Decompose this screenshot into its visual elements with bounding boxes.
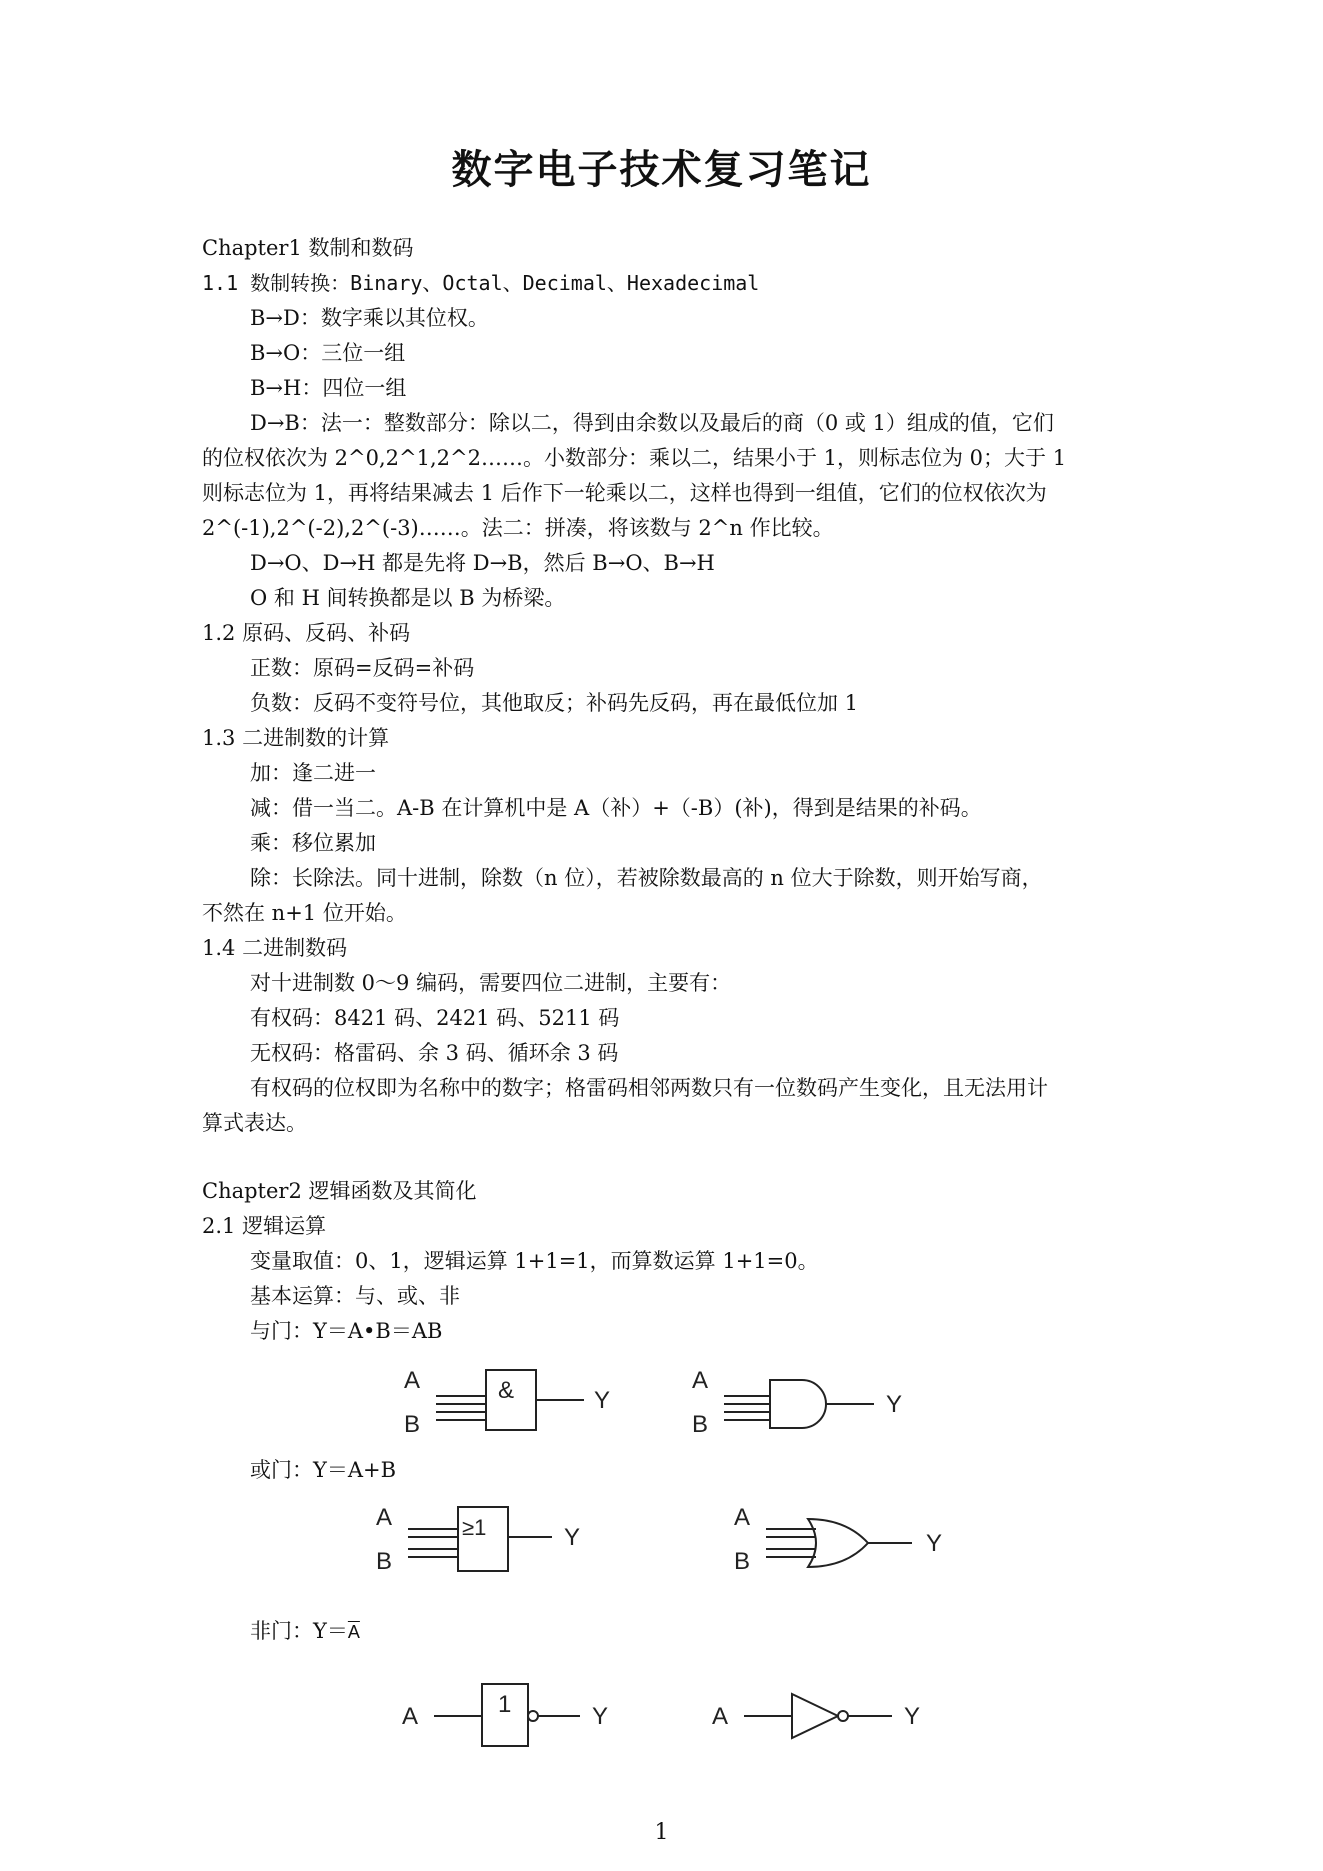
and-gate-ansi-symbol: [686, 1360, 926, 1450]
section-1-1-heading: 1.1 数制转换：Binary、Octal、Decimal、Hexadecimal: [202, 271, 760, 295]
output-y-label: Y: [886, 1391, 903, 1418]
not-gate-ansi-symbol: [708, 1676, 938, 1756]
sub-text: 减：借一当二。A-B 在计算机中是 A（补）+（-B）(补)，得到是结果的补码。: [250, 796, 982, 820]
input-b-label: B: [376, 1548, 393, 1575]
output-y-label: Y: [594, 1387, 611, 1414]
section-2-1-heading: 2.1 逻辑运算: [202, 1214, 327, 1238]
and-symbol-label: &: [498, 1377, 515, 1404]
not-gate-iec-symbol: [398, 1676, 628, 1756]
b-to-o-text: B→O：三位一组: [250, 341, 406, 365]
encoding-text: 对十进制数 0～9 编码，需要四位二进制，主要有：: [250, 971, 732, 995]
b-to-d-text: B→D：数字乘以其位权。: [250, 306, 489, 330]
d-to-b-line2: 的位权依次为 2^0,2^1,2^2……。小数部分：乘以二，结果小于 1，则标志位为 0；大于 1: [202, 446, 1067, 470]
not-gate-variable: $\overline{A}$: [347, 1622, 360, 1642]
d-to-b-line3: 则标志位为 1，再将结果减去 1 后作下一轮乘以二，这样也得到一组值，它们的位权依次为: [202, 481, 1047, 505]
unweighted-code-text: 无权码：格雷码、余 3 码、循环余 3 码: [250, 1041, 619, 1065]
or-symbol-label: ≥1: [462, 1515, 487, 1540]
and-gate-formula: 与门：Y＝A•B＝AB: [250, 1319, 443, 1343]
or-gate-formula: 或门：Y＝A+B: [250, 1458, 397, 1482]
input-a-label: A: [734, 1504, 751, 1531]
and-gate-iec-symbol: [398, 1360, 628, 1450]
positive-text: 正数：原码=反码=补码: [250, 656, 475, 680]
input-a-label: A: [692, 1367, 709, 1394]
section-1-2-heading: 1.2 原码、反码、补码: [202, 621, 411, 645]
not-symbol-label: 1: [498, 1691, 512, 1718]
input-a-label: A: [402, 1703, 419, 1730]
not-gate-formula-text: 非门：Y＝: [250, 1619, 348, 1643]
page-number: 1: [654, 1820, 669, 1845]
section-1-4-heading: 1.4 二进制数码: [202, 936, 348, 960]
output-y-label: Y: [592, 1703, 609, 1730]
or-gate-iec-symbol: [370, 1497, 600, 1587]
negative-text: 负数：反码不变符号位，其他取反；补码先反码，再在最低位加 1: [250, 691, 859, 715]
not-gate-formula: [250, 1616, 360, 1647]
section-1-3-heading: 1.3 二进制数的计算: [202, 726, 390, 750]
div-line1: 除：长除法。同十进制，除数（n 位），若被除数最高的 n 位大于除数，则开始写商，: [250, 866, 1043, 890]
basic-operations-text: 基本运算：与、或、非: [250, 1284, 460, 1308]
input-a-label: A: [712, 1703, 729, 1730]
variable-values-text: 变量取值：0、1，逻辑运算 1+1=1，而算数运算 1+1=0。: [250, 1249, 819, 1273]
d-to-o-h-text: D→O、D→H 都是先将 D→B，然后 B→O、B→H: [250, 551, 715, 575]
o-h-text: O 和 H 间转换都是以 B 为桥梁。: [250, 586, 566, 610]
output-y-label: Y: [904, 1703, 921, 1730]
chapter1-heading: Chapter1 数制和数码: [202, 236, 414, 260]
b-to-h-text: B→H：四位一组: [250, 376, 407, 400]
weighted-code-text: 有权码：8421 码、2421 码、5211 码: [250, 1006, 620, 1030]
input-b-label: B: [692, 1411, 709, 1438]
div-line2: 不然在 n+1 位开始。: [202, 901, 407, 925]
input-a-label: A: [404, 1367, 421, 1394]
code-note-line1: 有权码的位权即为名称中的数字；格雷码相邻两数只有一位数码产生变化，且无法用计: [250, 1076, 1048, 1100]
output-y-label: Y: [564, 1524, 581, 1551]
input-b-label: B: [404, 1411, 421, 1438]
d-to-b-line1: D→B：法一：整数部分：除以二，得到由余数以及最后的商（0 或 1）组成的值，它们: [250, 411, 1054, 435]
chapter2-heading: Chapter2 逻辑函数及其简化: [202, 1179, 477, 1203]
d-to-b-line4: 2^(-1),2^(-2),2^(-3)……。法二：拼凑，将该数与 2^n 作比较。: [202, 516, 834, 540]
input-a-label: A: [376, 1504, 393, 1531]
or-gate-ansi-symbol: [728, 1497, 968, 1587]
document-title: 数字电子技术复习笔记: [451, 146, 872, 193]
code-note-line2: 算式表达。: [202, 1111, 307, 1135]
output-y-label: Y: [926, 1530, 943, 1557]
add-text: 加：逢二进一: [250, 761, 376, 785]
input-b-label: B: [734, 1548, 751, 1575]
mul-text: 乘：移位累加: [250, 831, 376, 855]
